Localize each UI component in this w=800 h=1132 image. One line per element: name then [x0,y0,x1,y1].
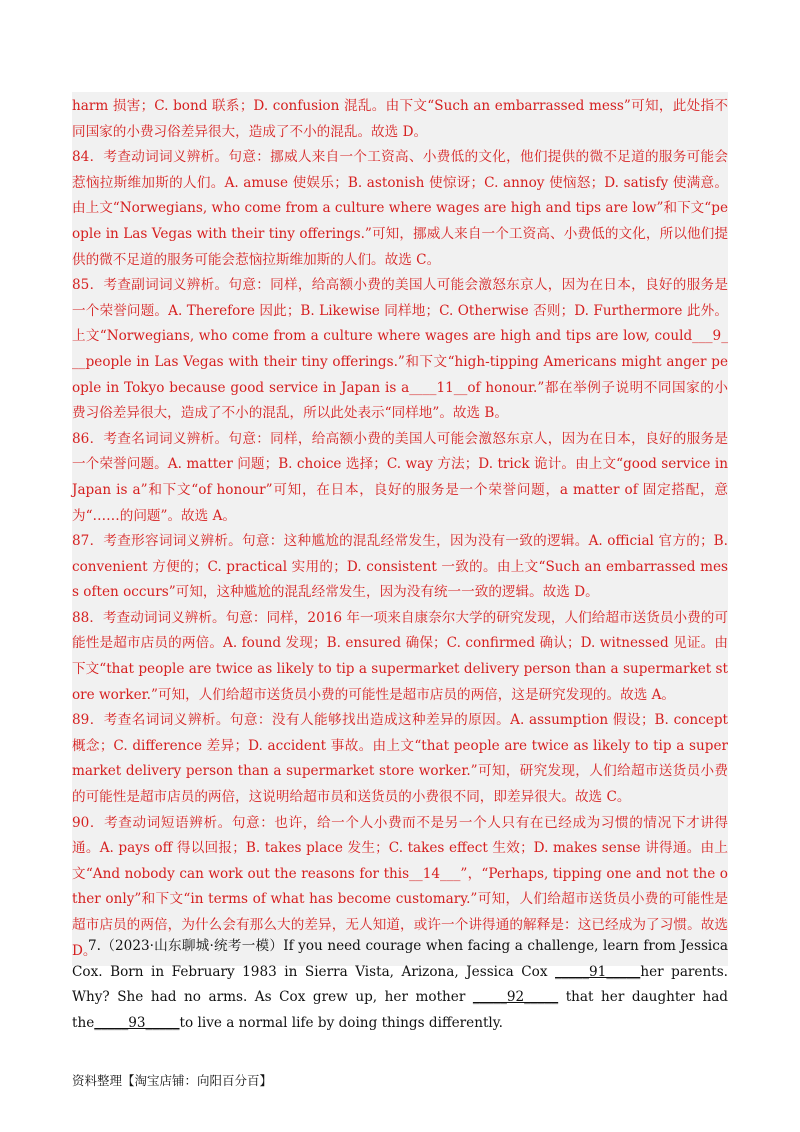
answer-paragraph: 85．考查副词词义辨析。句意：同样，给高额小费的美国人可能会激怒东京人，因为在日本，良好的服务是一个荣誉问题。A. Therefore 因此；B. Likewise 同样地；C. Otherwise 否则；D. Furthermore 此外。上文“Norwegians, who come from a culture where wages are high and tips are low, could___9___people in Las Vegas with their tiny offerings.”和下文“high-tipping Americans might anger people in Tokyo because good service in Japan is a____11__of honour.”都在举例子说明不同国家的小费习俗差异很大，造成了不小的混乱，所以此处表示“同样地”。故选 B。 [72,277,728,422]
question-text: to live a normal life by doing things differently. [179,1014,503,1031]
blank-92: _____92_____ [472,989,559,1006]
question-text: 7.（2023·山东聊城·统考一模）If you need courage when facing a challenge, learn from Jessica Cox. Born in February 1983 in Sierra Vista, Arizona, Jessica Cox [72,938,728,980]
footer-note: 资料整理【淘宝店铺：向阳百分百】 [72,1073,273,1088]
blank-91: _____91_____ [555,963,641,980]
question-text: her parents. Why? She had no arms. As Cox grew up, her mother [72,963,728,1006]
answer-paragraph: 90．考查动词短语辨析。句意：也许，给一个人小费而不是另一个人只有在已经成为习惯的情况下才讲得通。A. pays off 得以回报；B. takes place 发生；C. takes effect 生效；D. makes sense 讲得通。由上文“And nobody can work out the reasons for this__14___”，“Perhaps, tipping one and not the other only”和下文“in terms of what has become customary.”可知，人们给超市送货员小费的可能性是超市店员的两倍，为什么会有那么大的差异，无人知道，或许一个讲得通的解释是：这已经成为了习惯。故选 D。 [72,814,728,959]
answer-paragraph: 88．考查动词词义辨析。句意：同样，2016 年一项来自康奈尔大学的研究发现，人们给超市送货员小费的可能性是超市店员的两倍。A. found 发现；B. ensured 确保；C. confirmed 确认；D. witnessed 见证。由下文“that people are twice as likely to tip a supermarket delivery person than a supermarket store worker.”可知，人们给超市送货员小费的可能性是超市店员的两倍，这是研究发现的。故选 A。 [72,609,728,703]
answer-explanations [72,92,728,966]
answer-paragraph: harm 损害；C. bond 联系；D. confusion 混乱。由下文“Such an embarrassed mess”可知，此处指不同国家的小费习俗差异很大，造成了不小的混乱。故选 D。 [72,98,728,140]
answer-paragraph: 89．考查名词词义辨析。句意：没有人能够找出造成这种差异的原因。A. assumption 假设；B. concept 概念；C. difference 差异；D. accident 事故。由上文“that people are twice as likely to tip a supermarket delivery person than a supermarket store worker.”可知，研究发现，人们给超市送货员小费的可能性是超市店员的两倍，这说明给超市员和送货员的小费很不同，即差异很大。故选 C。 [72,712,728,806]
blank-93: _____93_____ [94,1014,180,1031]
answer-paragraph: 84．考查动词词义辨析。句意：挪威人来自一个工资高、小费低的文化，他们提供的微不足道的服务可能会惹恼拉斯维加斯的人们。A. amuse 使娱乐；B. astonish 使惊讶；C. annoy 使恼怒；D. satisfy 使满意。由上文“Norwegians, who come from a culture where wages are high and tips are low”和下文“people in Las Vegas with their tiny offerings.”可知，挪威人来自一个工资高、小费低的文化，所以他们提供的微不足道的服务可能会惹恼拉斯维加斯的人们。故选 C。 [72,149,728,268]
answer-paragraph: 86．考查名词词义辨析。句意：同样，给高额小费的美国人可能会激怒东京人，因为在日本，良好的服务是一个荣誉问题。A. matter 问题；B. choice 选择；C. way 方法；D. trick 诡计。由上文“good service in Japan is a”和下文“of honour”可知，在日本，良好的服务是一个荣誉问题，a matter of 固定搭配，意为“……的问题”。故选 A。 [72,430,728,524]
answer-paragraph: 87．考查形容词词义辨析。句意：这种尴尬的混乱经常发生，因为没有一致的逻辑。A. official 官方的；B. convenient 方便的；C. practical 实用的；D. consistent 一致的。由上文“Such an embarrassed mess often occurs”可知，这种尴尬的混乱经常发生，因为没有统一一致的逻辑。故选 D。 [72,533,728,601]
question-text: that her daughter had the [72,989,729,1031]
question-passage [72,934,728,1036]
